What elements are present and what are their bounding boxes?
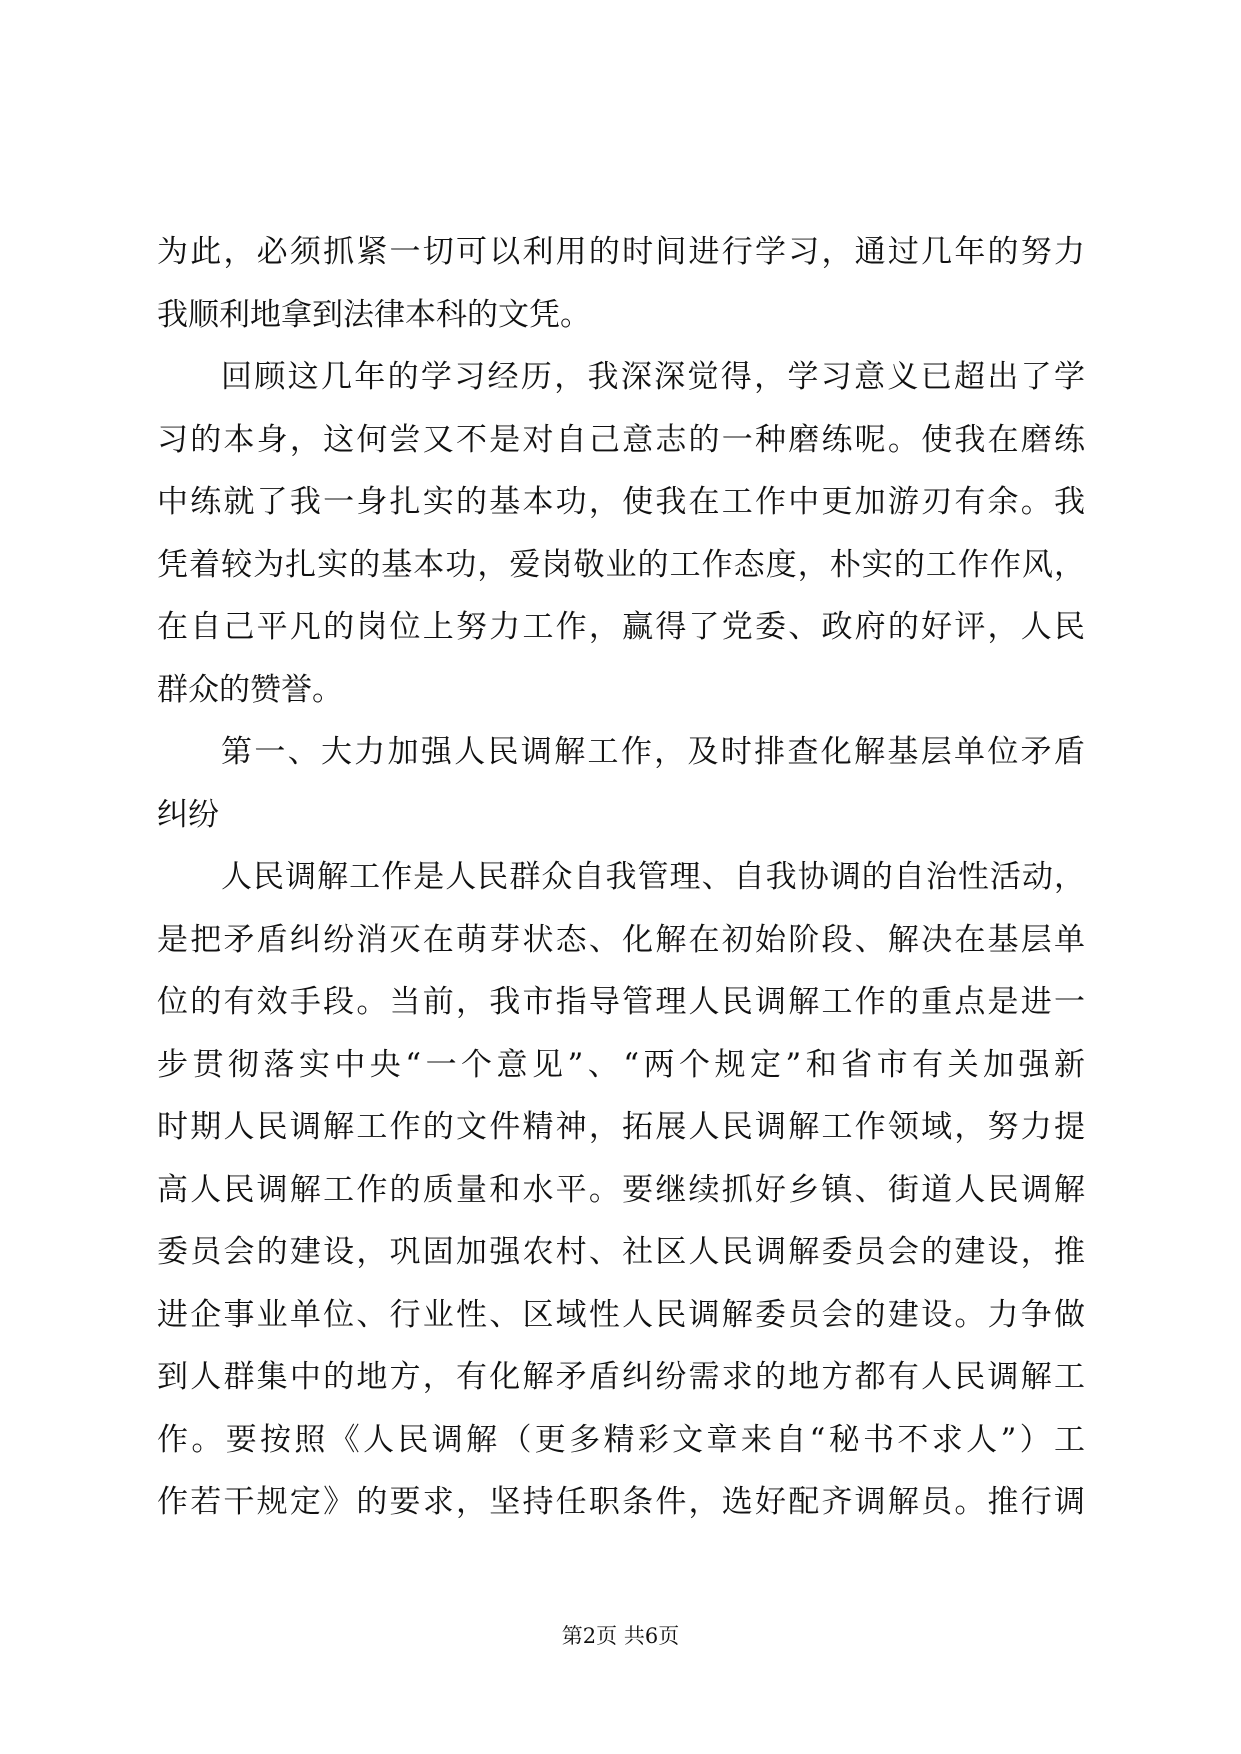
text-line: 进企事业单位、行业性、区域性人民调解委员会的建设。力争做 xyxy=(157,1296,1085,1333)
text-line: 为此，必须抓紧一切可以利用的时间进行学习，通过几年的努力 xyxy=(157,234,1085,270)
text-line: 位的有效手段。当前，我市指导管理人民调解工作的重点是进一 xyxy=(157,984,1085,1020)
page-number-footer: 第2页 共6页 xyxy=(561,1624,680,1648)
text-line: 高人民调解工作的质量和水平。要继续抓好乡镇、街道人民调解 xyxy=(157,1171,1085,1208)
text-line: 作。要按照《人民调解（更多精彩文章来自“秘书不求人”）工 xyxy=(157,1421,1085,1458)
text-line: 时期人民调解工作的文件精神，拓展人民调解工作领域，努力提 xyxy=(157,1109,1085,1145)
text-line: 到人群集中的地方，有化解矛盾纠纷需求的地方都有人民调解工 xyxy=(157,1359,1085,1395)
text-line: 在自己平凡的岗位上努力工作，赢得了党委、政府的好评，人民 xyxy=(157,609,1085,645)
text-line: 委员会的建设，巩固加强农村、社区人民调解委员会的建设，推 xyxy=(157,1234,1085,1270)
section-heading-line: 第一、大力加强人民调解工作，及时排查化解基层单位矛盾 xyxy=(221,734,1085,770)
section-heading-line: 纠纷 xyxy=(157,796,219,833)
text-line: 凭着较为扎实的基本功，爱岗敬业的工作态度，朴实的工作作风， xyxy=(157,546,1085,583)
text-line: 回顾这几年的学习经历，我深深觉得，学习意义已超出了学 xyxy=(221,359,1085,395)
text-line: 步贯彻落实中央“一个意见”、“两个规定”和省市有关加强新 xyxy=(157,1046,1085,1083)
text-line: 习的本身，这何尝又不是对自己意志的一种磨练呢。使我在磨练 xyxy=(157,421,1085,458)
text-line: 群众的赞誉。 xyxy=(157,671,343,708)
text-line: 人民调解工作是人民群众自我管理、自我协调的自治性活动， xyxy=(221,859,1085,895)
text-line: 作若干规定》的要求，坚持任职条件，选好配齐调解员。推行调 xyxy=(157,1484,1085,1520)
text-line: 我顺利地拿到法律本科的文凭。 xyxy=(157,296,591,333)
text-line: 是把矛盾纠纷消灭在萌芽状态、化解在初始阶段、解决在基层单 xyxy=(157,921,1085,958)
document-body xyxy=(157,221,1085,1534)
text-line: 中练就了我一身扎实的基本功，使我在工作中更加游刃有余。我 xyxy=(157,484,1085,520)
